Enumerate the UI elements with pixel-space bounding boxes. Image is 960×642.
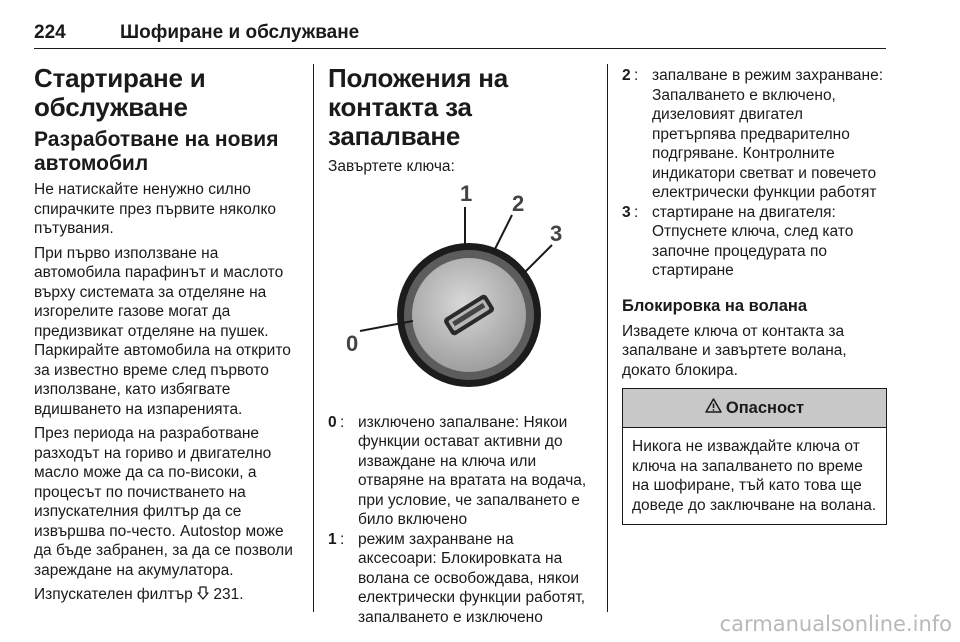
reference-text: Изпускателен филтър <box>34 586 193 603</box>
position-label-1: 1 <box>460 182 473 206</box>
cross-reference[interactable] <box>34 585 299 605</box>
paragraph: Не натискайте ненужно силно спирачките през първите няколко пътувания. <box>34 181 277 237</box>
column-1 <box>34 64 299 610</box>
position-label-0: 0 <box>346 330 359 356</box>
column-3 <box>622 66 887 525</box>
ignition-position-list <box>328 413 593 628</box>
list-item: 2 : запалване в режим захранване: Запалването е включено, дизеловият двигател претърпява предварително подгряване. Контролните индикатори светват и повечето електрически функции работят <box>622 67 883 201</box>
watermark: carmanualsonline.info <box>719 612 952 636</box>
warning-box <box>622 388 887 525</box>
list-item: 3 : стартиране на двигателя: Отпуснете ключа, след като започне процедурата по стартиране <box>622 203 854 279</box>
column-divider <box>607 64 608 612</box>
page-reference-arrow-icon <box>197 586 213 603</box>
intro-text: Завъртете ключа: <box>328 158 455 175</box>
position-label-3: 3 <box>550 220 563 246</box>
paragraph: Извадете ключа от контакта за запалване и завъртете волана, докато блокира. <box>622 322 847 379</box>
paragraph: При първо използване на автомобила парафинът и маслото върху системата за отделяне на изгорелите газове могат да предизвикат отделяне на пушек. Паркирайте автомобила на открито за известно време след първото използване, като избягвате вдишването на изпаренията. <box>34 244 291 418</box>
reference-page: 231. <box>213 586 244 603</box>
paragraph: През периода на разработване разходът на гориво и двигателно масло може да са по-високи, а процесът по почистването на изпускателния филтър да се извършва по-често. Autostop може да бъде забранен, за да се позволи зареждане на акумулатора. <box>34 425 293 579</box>
list-item: 1 : режим захранване на аксесоари: Блокировката на волана се освобождава, някои електрически функции работят, запалването е изключено <box>328 530 586 626</box>
list-item: 0 : изключено запалване: Някои функции остават активни до изваждане на ключа или отваряне на вратата на водача, при условие, че запалването е било включено <box>328 413 587 528</box>
warning-header <box>623 389 886 428</box>
warning-triangle-icon <box>705 398 722 418</box>
ignition-position-list-continued <box>622 66 887 281</box>
warning-title: Опасност <box>725 398 805 417</box>
column-2 <box>328 64 593 627</box>
position-label-2: 2 <box>512 190 525 216</box>
subsection-title: Блокировка на волана <box>622 296 808 315</box>
page-number: 224 <box>34 22 66 43</box>
running-title: Шофиране и обслужване <box>120 22 360 43</box>
section-title: Стартиране и обслужване <box>34 63 206 122</box>
warning-text: Никога не изваждайте ключа от ключа на запалването по време на шофиране, тъй като това ще доведе до заключване на волана. <box>632 438 877 514</box>
section-title: Положения на контакта за запалване <box>328 63 509 151</box>
page-header <box>34 22 886 49</box>
column-divider <box>313 64 314 612</box>
ignition-switch-illustration <box>328 183 594 403</box>
section-subtitle: Разработване на новия автомобил <box>34 128 279 175</box>
